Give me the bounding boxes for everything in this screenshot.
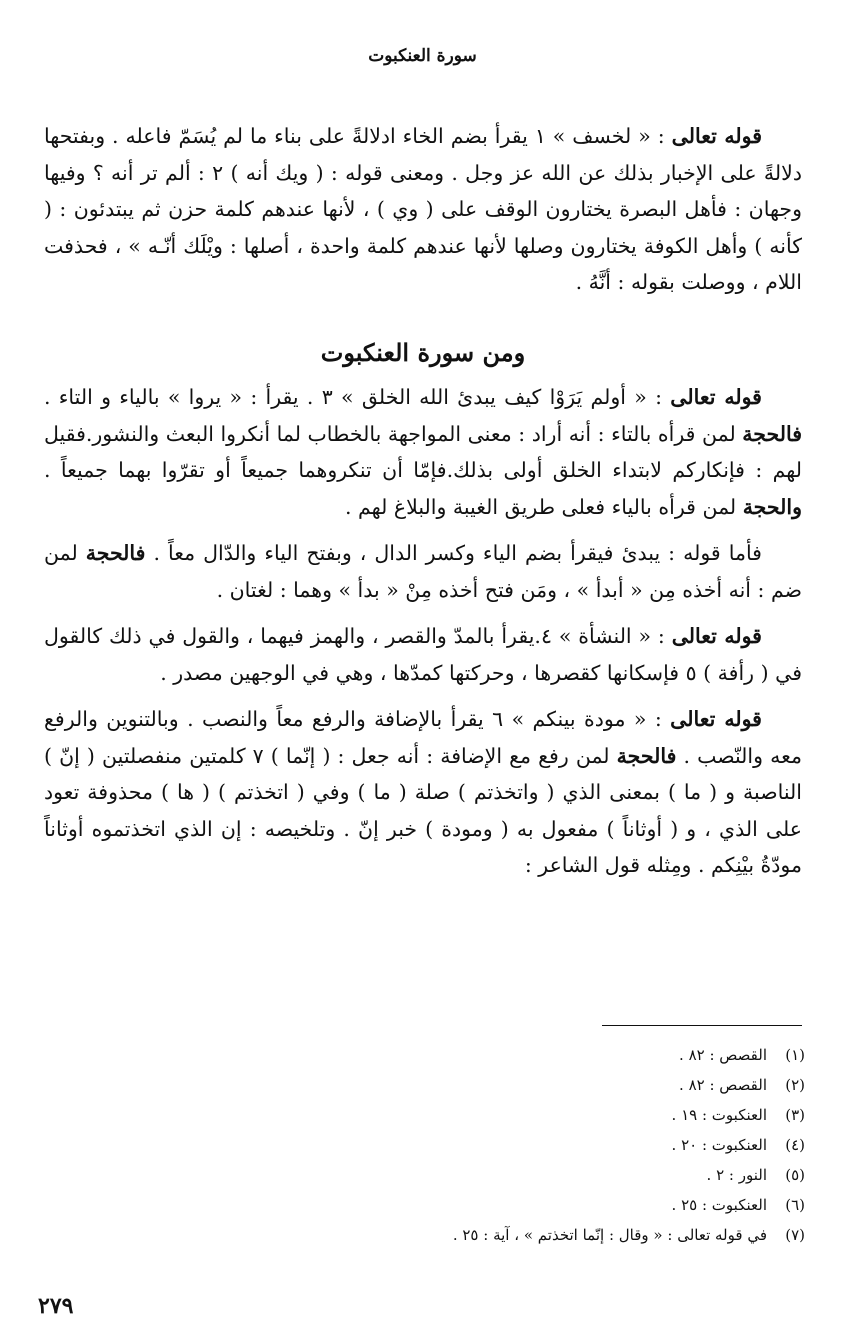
paragraph-text: : « أولم يَرَوْا كيف يبدئ الله الخلق » ٣ . يقرأ : « يروا » بالياء و التاء . <box>44 385 671 409</box>
keyword: قوله تعالى <box>670 707 762 731</box>
paragraph <box>44 118 802 301</box>
footnote <box>205 1070 805 1100</box>
footnote-number: (١) <box>785 1046 805 1064</box>
footnote-text: القصص : ٨٢ . <box>679 1046 767 1064</box>
footnote-text: في قوله تعالى : « وقال : إنّما اتخذتم » ، آية : ٢٥ . <box>452 1226 767 1244</box>
footnote-text: العنكبوت : ١٩ . <box>671 1106 767 1124</box>
footnote-number: (٧) <box>785 1226 805 1244</box>
footnote-text: النور : ٢ . <box>706 1166 767 1184</box>
footnote <box>205 1160 805 1190</box>
footnote-number: (٦) <box>785 1196 805 1214</box>
footnotes <box>205 1040 805 1250</box>
paragraph-text: فأما قوله : يبدئ فيقرأ بضم الياء وكسر الدال ، وبفتح الياء والدّال معاً . <box>145 541 762 565</box>
keyword: فالحجة <box>85 541 146 565</box>
section-title: ومن سورة العنكبوت <box>320 337 526 367</box>
main-text <box>44 118 802 884</box>
keyword: قوله تعالى <box>670 385 762 409</box>
footnote <box>205 1130 805 1160</box>
page-number: ٢٧٩ <box>38 1293 74 1319</box>
paragraph <box>44 535 802 608</box>
paragraph-text: : « مودة بينكم » ٦ يقرأ بالإضافة والرفع معاً والنصب . وبالتنوين والرفع معه والنّصب . <box>44 707 802 768</box>
paragraph-text: لمن قرأه بالتاء : أنه أراد : معنى المواجهة بالخطاب لما أنكروا البعث والنشور.فقيل لهم : فإنكاركم لابتداء الخلق أولى بذلك.فإمّا أن تنكروهما جميعاً أو تقرّوا بهما جميعاً . <box>44 421 802 482</box>
paragraph <box>44 701 802 884</box>
footnote <box>205 1190 805 1220</box>
footnote <box>205 1100 805 1130</box>
running-head: سورة العنكبوت <box>368 46 477 66</box>
footnote-number: (٤) <box>785 1136 805 1154</box>
paragraph-text: لمن رفع مع الإضافة : أنه جعل : ( إنّما ) ٧ كلمتين منفصلتين ( إنّ ) الناصبة و ( ما ) بمعنى الذي ( واتخذتم ) صلة ( ما ) وفي ( اتخذتم ) ( ها ) محذوفة تعود على الذي ، و ( أوثاناً ) مفعول به ( ومودة ) خبر إنّ . وتلخيصه : إن الذي اتخذتموه أوثاناً مودّةُ بيْنِكم . ومِثله قول الشاعر : <box>44 743 802 877</box>
footnote-text: القصص : ٨٢ . <box>679 1076 767 1094</box>
paragraph-text: لمن ضم : أنه أخذه مِن « أبدأ » ، ومَن فتح أخذه مِنْ « بدأ » وهما : لغتان . <box>44 541 802 602</box>
paragraph <box>44 379 802 525</box>
footnote-number: (٥) <box>785 1166 805 1184</box>
paragraph-text: لمن قرأه بالياء فعلى طريق الغيبة والبلاغ لهم . <box>344 494 743 519</box>
footnote <box>205 1220 805 1250</box>
footnote-number: (٣) <box>785 1106 805 1124</box>
footnote <box>205 1040 805 1070</box>
keyword: قوله تعالى <box>671 124 763 148</box>
footnote-divider <box>602 1025 802 1026</box>
footnote-text: العنكبوت : ٢٥ . <box>671 1196 767 1214</box>
keyword: والحجة <box>742 494 802 519</box>
paragraph-text: : « لخسف » ١ يقرأ بضم الخاء ادلالةً على بناء ما لم يُسَمّ فاعله . وبفتحها دلالةً على الإخبار بذلك عن الله عز وجل . ومعنى قوله : ( ويك أنه ) ٢ : ألم تر أنه ؟ وفيها وجهان : فأهل البصرة يختارون الوقف على ( وي ) ، لأنها عندهم كلمة حزن ثم يبتدئون : ( كأنه ) وأهل الكوفة يختارون وصلها لأنها عندهم كلمة واحدة ، أصلها : ويْلَك أنّـه » ، فحذفت اللام ، ووصلت بقوله : أنَّهُ . <box>44 124 802 294</box>
paragraph <box>44 618 802 691</box>
keyword: قوله تعالى <box>671 624 762 648</box>
footnote-number: (٢) <box>785 1076 805 1094</box>
keyword: فالحجة <box>742 421 802 446</box>
footnote-text: العنكبوت : ٢٠ . <box>671 1136 767 1154</box>
paragraph-text: : « النشأة » ٤.يقرأ بالمدّ والقصر ، والهمز فيهما ، والقول في ذلك كالقول في ( رأفة ) ٥ فإسكانها كقصرها ، وحركتها كمدّها ، وهي في الوجهين مصدر . <box>44 624 802 685</box>
keyword: فالحجة <box>616 743 677 768</box>
